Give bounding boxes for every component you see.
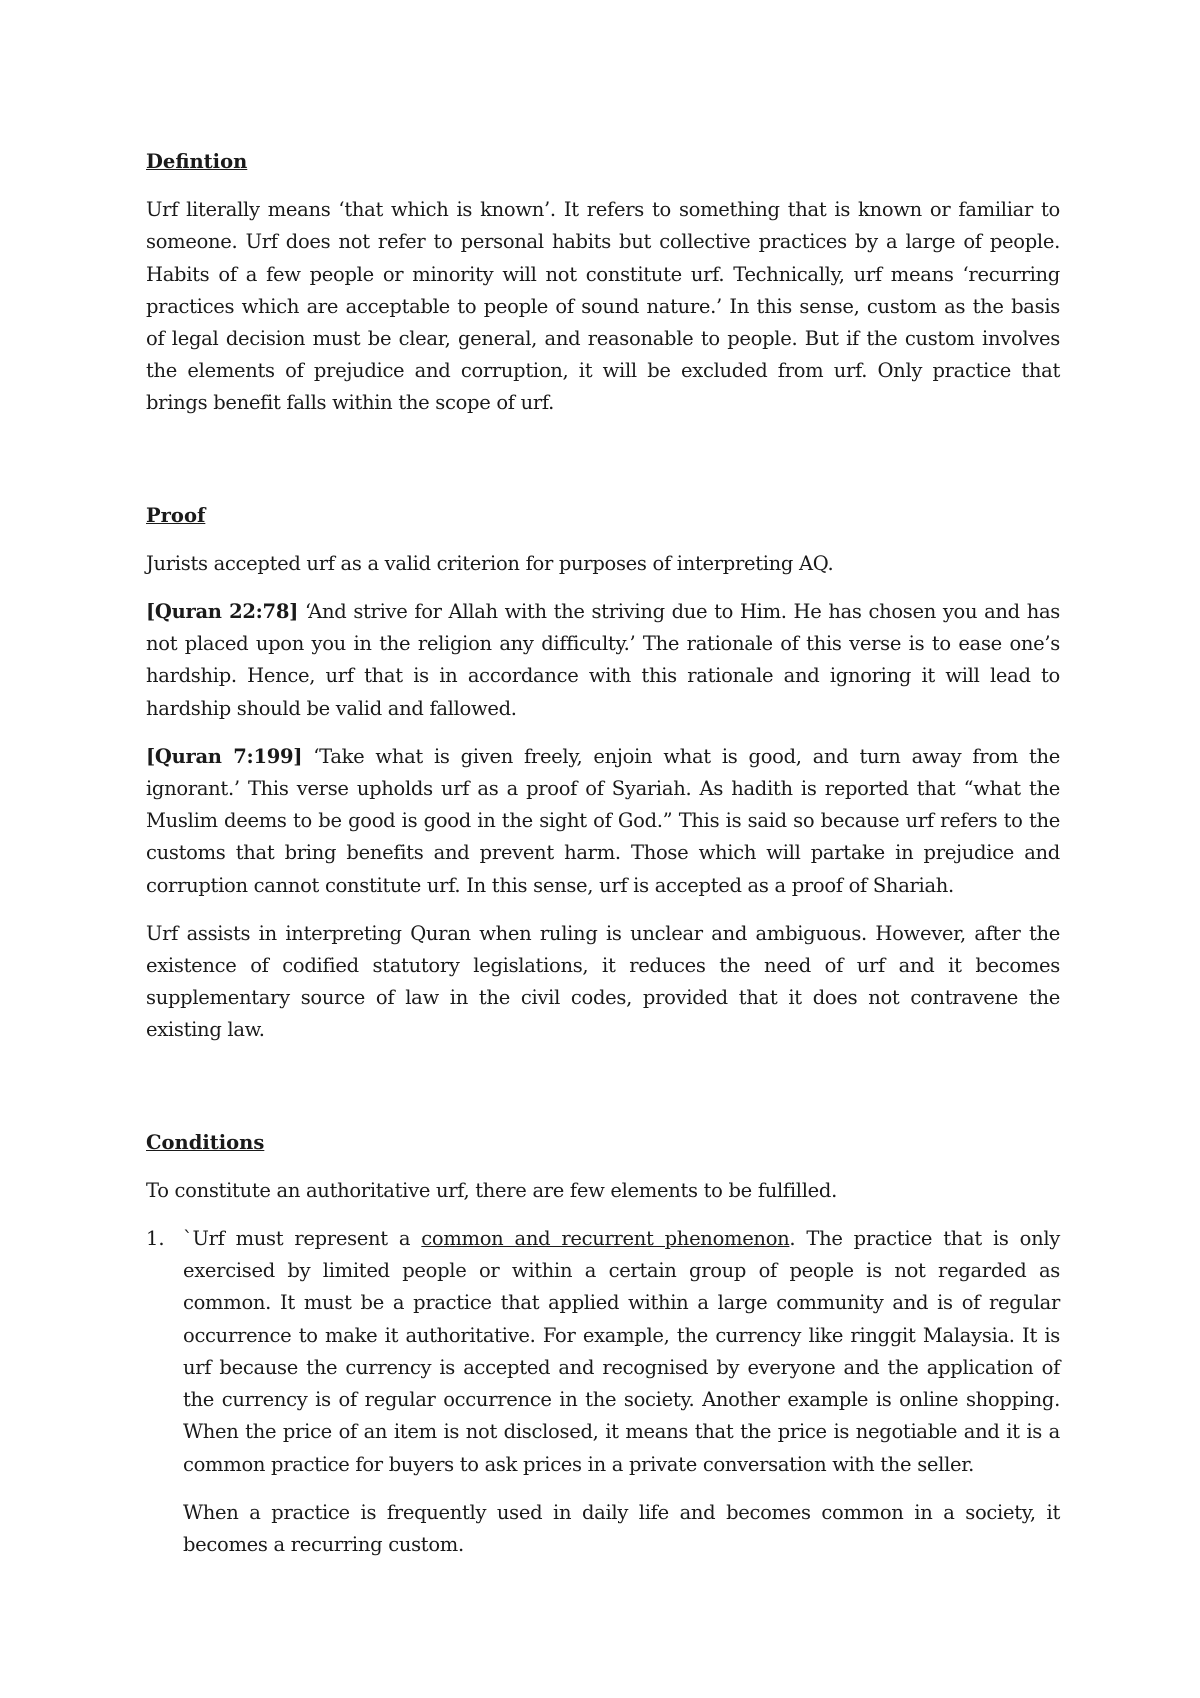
- proof-heading: Proof: [146, 503, 206, 527]
- proof-closing: Urf assists in interpreting Quran when ruling is unclear and ambiguous. However, after the existence of codified statutory legislations, it reduces the need of urf and it becomes supplementary source of law in the civil codes, provided that it does not contravene the existing law.: [146, 921, 1060, 1042]
- condition-rest: . The practice that is only exercised by limited people or within a certain group of people is not regarded as common. It must be a practice that applied within a large community and is of regular occurrence to make it authoritative. For example, the currency like ringgit Malaysia. It is urf because the currency is accepted and recognised by everyone and the application of the currency is of regular occurrence in the society. Another example is online shopping. When the price of an item is not disclosed, it means that the price is negotiable and it is a common practice for buyers to ask prices in a private conversation with the seller.: [183, 1227, 1061, 1476]
- condition-item-1-followup: When a practice is frequently used in daily life and becomes common in a society, it becomes a recurring custom.: [183, 1500, 1060, 1556]
- proof-verse-1: [146, 596, 1060, 725]
- proof-verse-2: [146, 741, 1060, 902]
- section-spacer: [146, 436, 1060, 500]
- condition-underlined-phrase: common and recurrent phenomenon: [421, 1227, 790, 1251]
- conditions-intro: To constitute an authoritative urf, there are few elements to be fulfilled.: [146, 1178, 837, 1202]
- definition-heading: Defintion: [146, 150, 248, 173]
- condition-lead: `Urf must represent a: [183, 1227, 422, 1251]
- conditions-heading: Conditions: [146, 1130, 265, 1154]
- verse-1-text: ‘And strive for Allah with the striving due to Him. He has chosen you and has not placed upon you in the religion any difficulty.’ The rationale of this verse is to ease one’s hardship. Hence, urf that is in accordance with this rationale and ignoring it will lead to hardship should be valid and fallowed.: [146, 600, 1061, 720]
- condition-item-1: [146, 1223, 1060, 1561]
- verse-2-reference: [Quran 7:199]: [146, 744, 303, 768]
- document-page: [146, 146, 1060, 1577]
- verse-2-text: ‘Take what is given freely, enjoin what is good, and turn away from the ignorant.’ This verse upholds urf as a proof of Syariah. As hadith is reported that “what the Muslim deems to be good is good in the sight of God.” This is said so because urf refers to the customs that bring benefits and prevent harm. Those which will partake in prejudice and corruption cannot constitute urf. In this sense, urf is accepted as a proof of Shariah.: [146, 744, 1061, 897]
- section-spacer: [146, 1063, 1060, 1127]
- list-marker: 1.: [146, 1227, 165, 1251]
- verse-1-reference: [Quran 22:78]: [146, 600, 299, 624]
- definition-paragraph: Urf literally means ‘that which is known’. It refers to something that is known or familiar to someone. Urf does not refer to personal habits but collective practices by a large of people. Habits of a few people or minority will not constitute urf. Technically, urf means ‘recurring practices which are acceptable to people of sound nature.’ In this sense, custom as the basis of legal decision must be clear, general, and reasonable to people. But if the custom involves the elements of prejudice and corruption, it will be excluded from urf. Only practice that brings benefit falls within the scope of urf.: [146, 198, 1060, 415]
- proof-intro: Jurists accepted urf as a valid criterion for purposes of interpreting AQ.: [146, 551, 834, 575]
- condition-item-1-text: [183, 1223, 1060, 1481]
